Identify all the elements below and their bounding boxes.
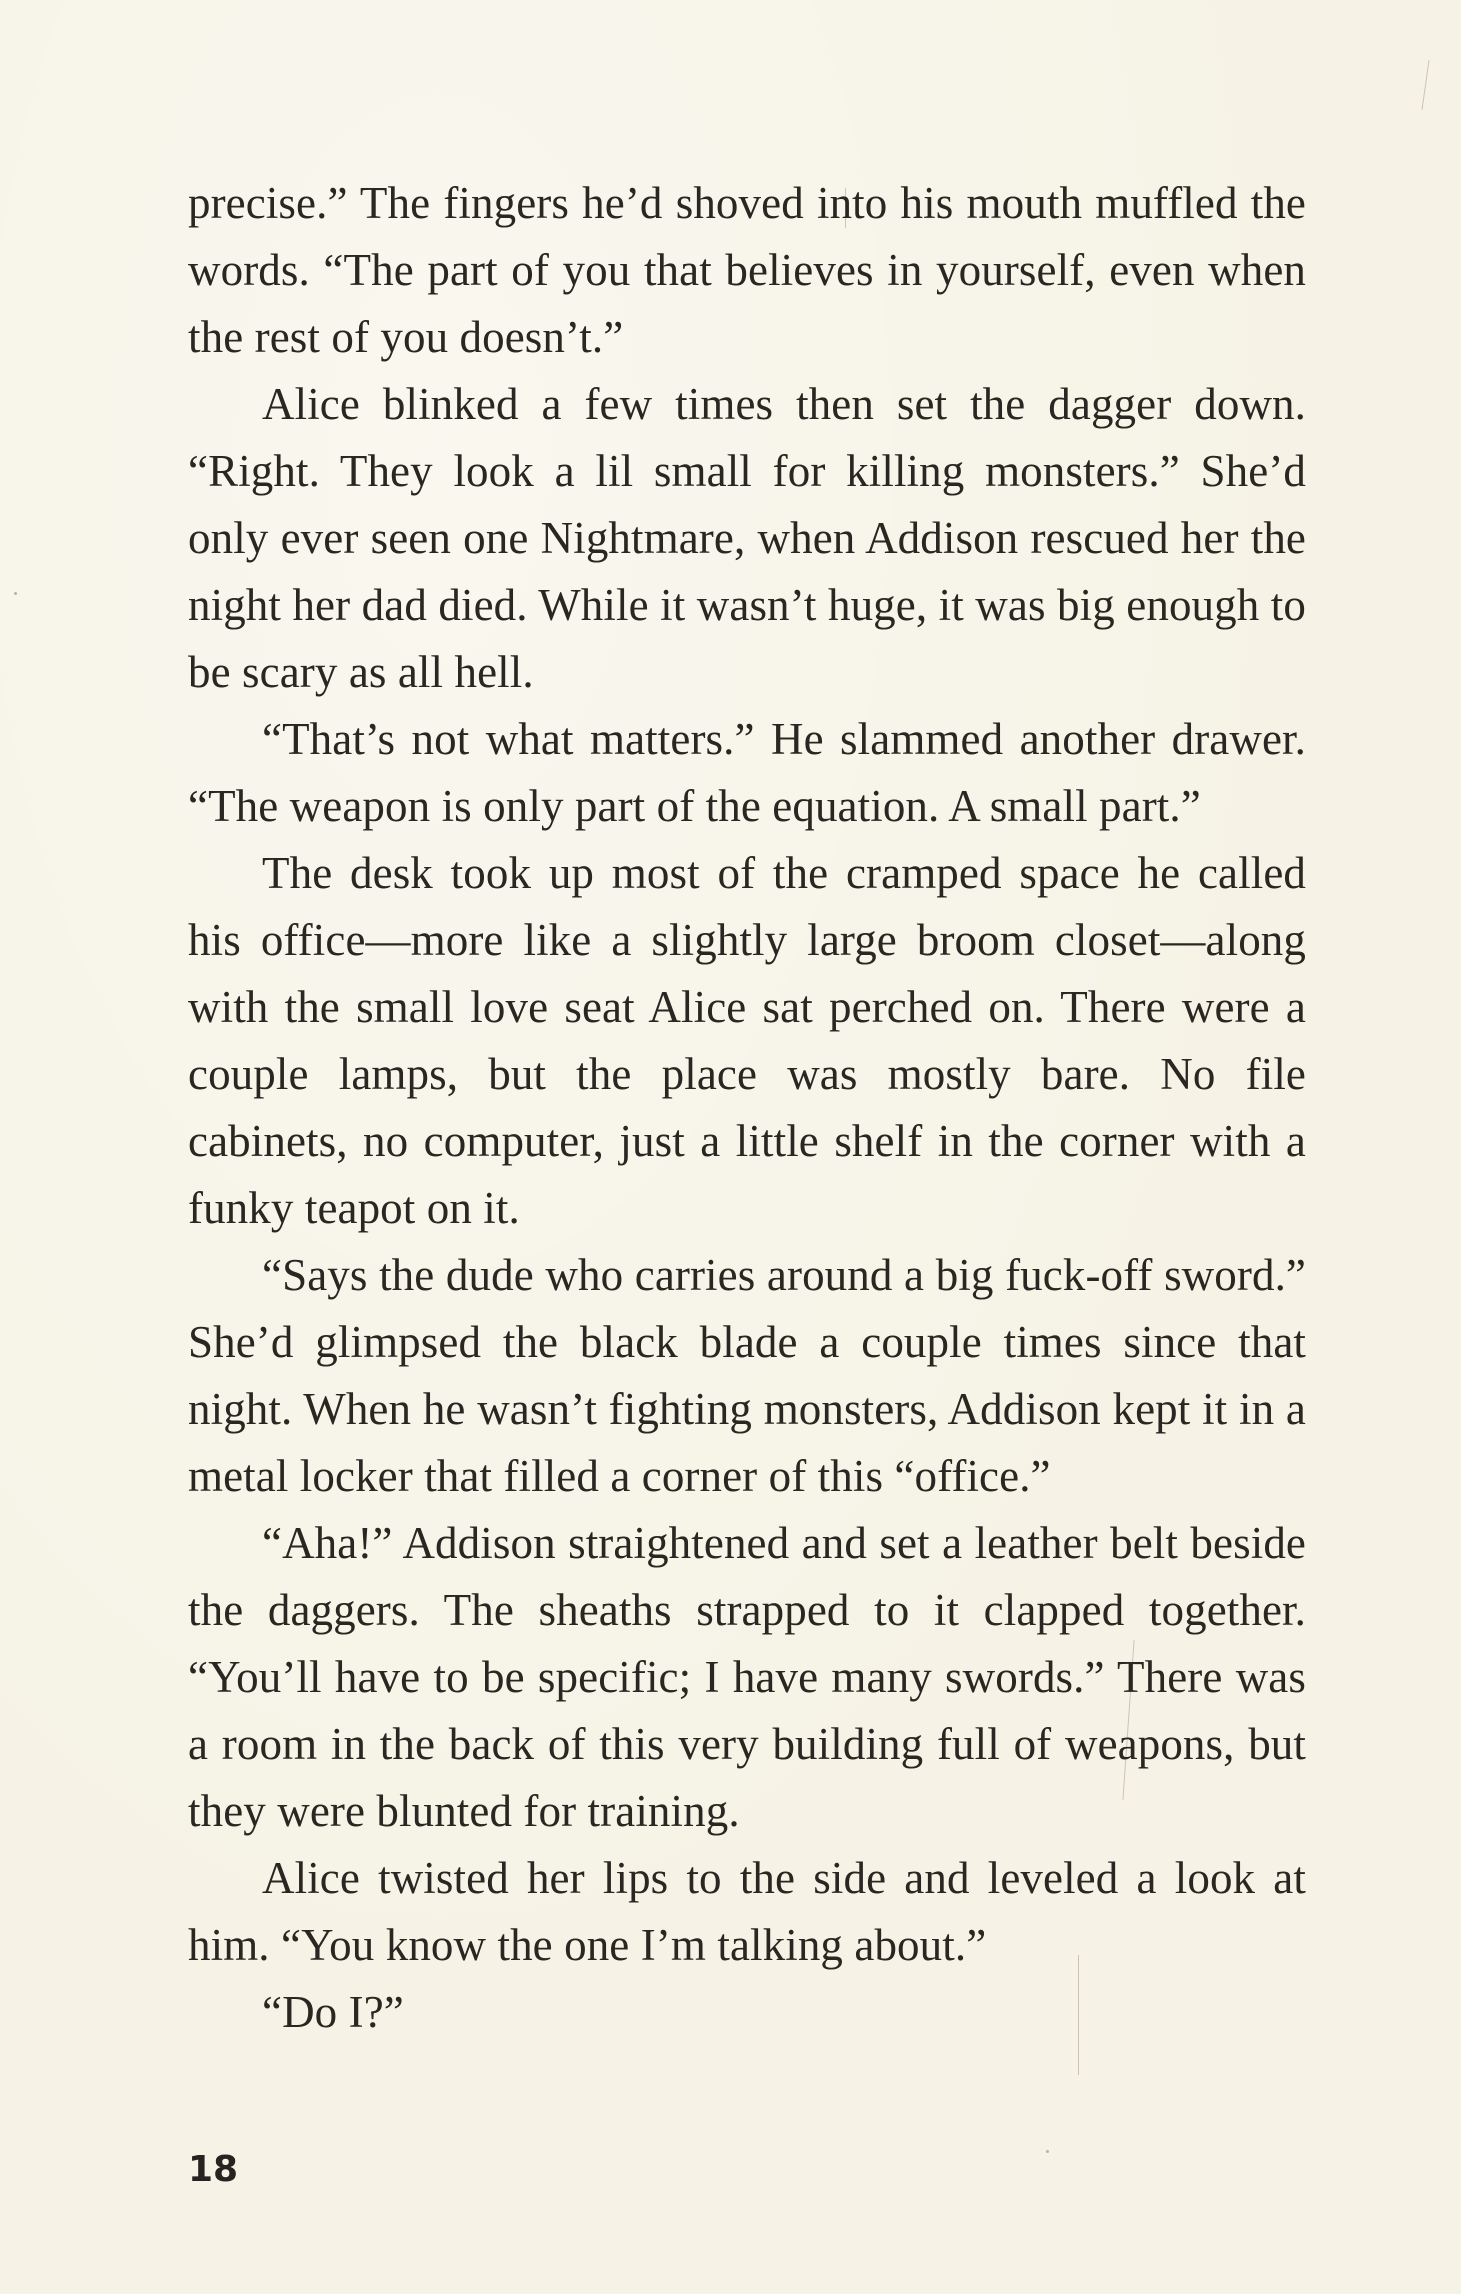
scan-artifact-dot	[14, 592, 17, 595]
page-number: 18	[188, 2149, 239, 2190]
paragraph: “Says the dude who carries around a big fuck-off sword.” She’d glimpsed the black blade a couple times since that night. When he wasn’t fighting monsters, Addison kept it in a metal locker that filled a corner of this “office.”	[188, 1250, 1306, 1501]
scan-artifact-dot	[1046, 2150, 1049, 2153]
paragraph: “Do I?”	[262, 1987, 404, 2037]
paragraph: Alice blinked a few times then set the dagger down. “Right. They look a lil small for killing monsters.” She’d only ever seen one Nightmare, when Addison rescued her the night her dad died. While it wasn’t huge, it was big enough to be scary as all hell.	[188, 379, 1306, 697]
paragraph: “That’s not what matters.” He slammed another drawer. “The weapon is only part of the equation. A small part.”	[188, 714, 1306, 831]
body-text	[188, 170, 1306, 2046]
paragraph: The desk took up most of the cramped space he called his office—more like a slightly large broom closet—along with the small love seat Alice sat perched on. There were a couple lamps, but the place was mostly bare. No file cabinets, no computer, just a little shelf in the corner with a funky teapot on it.	[188, 848, 1306, 1233]
scan-artifact-line	[1422, 60, 1430, 110]
paragraph: “Aha!” Addison straightened and set a leather belt beside the daggers. The sheaths strapped to it clapped together. “You’ll have to be specific; I have many swords.” There was a room in the back of this very building full of weapons, but they were blunted for training.	[188, 1518, 1306, 1836]
paragraph: Alice twisted her lips to the side and leveled a look at him. “You know the one I’m talking about.”	[188, 1853, 1306, 1970]
paragraph: precise.” The fingers he’d shoved into his mouth muffled the words. “The part of you that believes in yourself, even when the rest of you doesn’t.”	[188, 178, 1306, 362]
